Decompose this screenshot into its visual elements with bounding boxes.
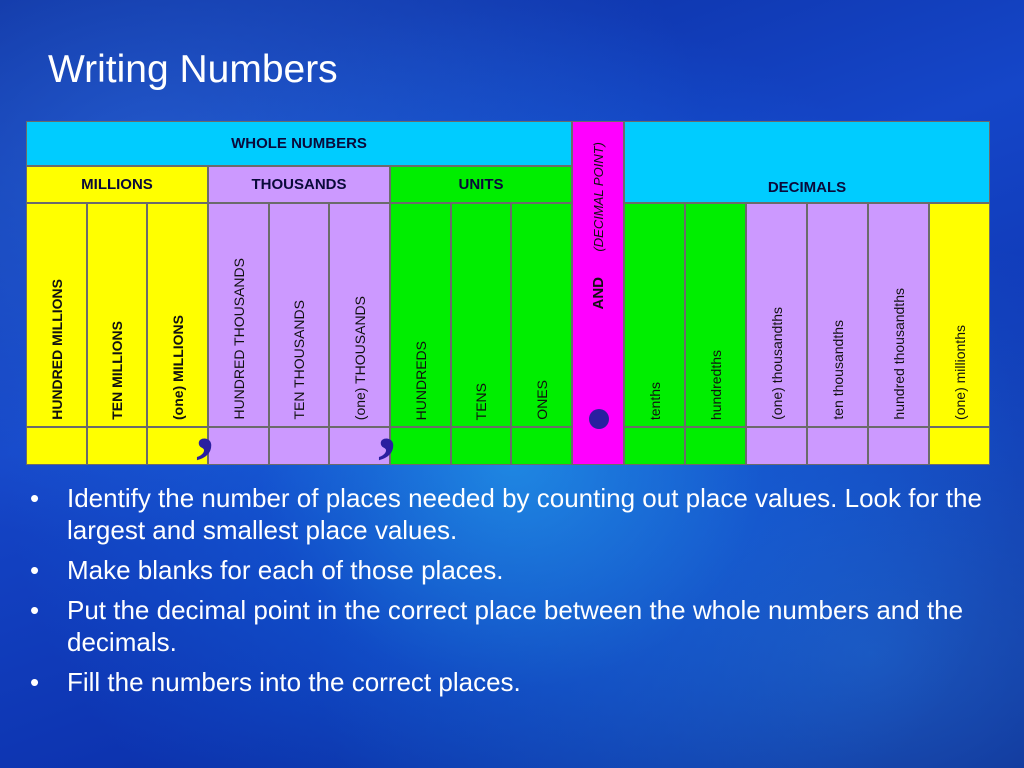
whole-numbers-label: WHOLE NUMBERS [231, 135, 367, 152]
column-label: TEN THOUSANDS [291, 300, 307, 420]
column-ten-thousandths [807, 203, 868, 427]
column-hundredths [685, 203, 746, 427]
column-label: TENS [473, 382, 489, 420]
column-label: (one) thousandths [768, 307, 785, 420]
decimal-point-label: (DECIMAL POINT) [590, 142, 606, 252]
blank-cell [26, 427, 87, 465]
column-hundred-thousands [208, 203, 269, 427]
thousands-header [208, 166, 390, 203]
column-one-millionths [929, 203, 990, 427]
millions-header [26, 166, 208, 203]
comma-millions: , [196, 385, 214, 465]
blank-cell [87, 427, 147, 465]
comma-thousands: , [378, 385, 396, 465]
bullet-item [30, 666, 990, 698]
blank-cell [208, 427, 269, 465]
bullet-mark: • [30, 555, 40, 585]
column-hundreds [390, 203, 451, 427]
units-label: UNITS [458, 176, 504, 193]
column-ten-millions [87, 203, 147, 427]
place-value-table [26, 121, 990, 465]
whole-numbers-header [26, 121, 572, 166]
blank-cell [451, 427, 511, 465]
column-label: HUNDRED THOUSANDS [230, 258, 247, 420]
blank-cell [868, 427, 929, 465]
blank-cell [929, 427, 990, 465]
column-label: hundredths [707, 349, 724, 420]
blank-cell [807, 427, 868, 465]
blank-cell [390, 427, 451, 465]
column-label: (one) MILLIONS [169, 315, 186, 420]
instruction-list [30, 482, 990, 706]
bullet-text: Put the decimal point in the correct place between the whole numbers and the decimals. [67, 595, 964, 657]
column-tens [451, 203, 511, 427]
blank-cell [746, 427, 807, 465]
slide-title: Writing Numbers [48, 48, 338, 91]
column-hundred-thousandths [868, 203, 929, 427]
column-label: ONES [533, 380, 550, 420]
column-label: HUNDREDS [412, 340, 429, 420]
bullet-item [30, 482, 990, 546]
column-label: tenths [646, 381, 663, 420]
bullet-text: Make blanks for each of those places. [67, 555, 504, 585]
column-one-thousandths [746, 203, 807, 427]
column-label: ten thousandths [829, 320, 846, 420]
column-label: (one) THOUSANDS [351, 295, 368, 420]
blank-cell [269, 427, 329, 465]
decimals-header [624, 121, 990, 203]
blank-cell [511, 427, 572, 465]
bullet-text: Fill the numbers into the correct places. [67, 667, 521, 697]
bullet-mark: • [30, 667, 40, 697]
thousands-label: THOUSANDS [251, 176, 347, 193]
bullet-item [30, 554, 990, 586]
column-ten-thousands [269, 203, 329, 427]
column-label: HUNDRED MILLIONS [48, 279, 65, 420]
and-label: AND [589, 276, 607, 310]
decimals-label: DECIMALS [767, 178, 847, 196]
bullet-item [30, 594, 990, 658]
column-label: TEN MILLIONS [109, 321, 125, 420]
blank-cell [624, 427, 685, 465]
decimal-point-dot [589, 409, 609, 429]
column-label: hundred thousandths [890, 288, 907, 420]
column-label: (one) millionths [951, 325, 968, 420]
bullet-mark: • [30, 483, 40, 513]
bullet-text: Identify the number of places needed by counting out place values. Look for the largest and smallest place values. [67, 483, 982, 545]
units-header [390, 166, 572, 203]
blank-cell [685, 427, 746, 465]
column-tenths [624, 203, 685, 427]
column-hundred-millions [26, 203, 87, 427]
millions-label: MILLIONS [81, 176, 153, 193]
column-ones [511, 203, 572, 427]
bullet-mark: • [30, 595, 40, 625]
